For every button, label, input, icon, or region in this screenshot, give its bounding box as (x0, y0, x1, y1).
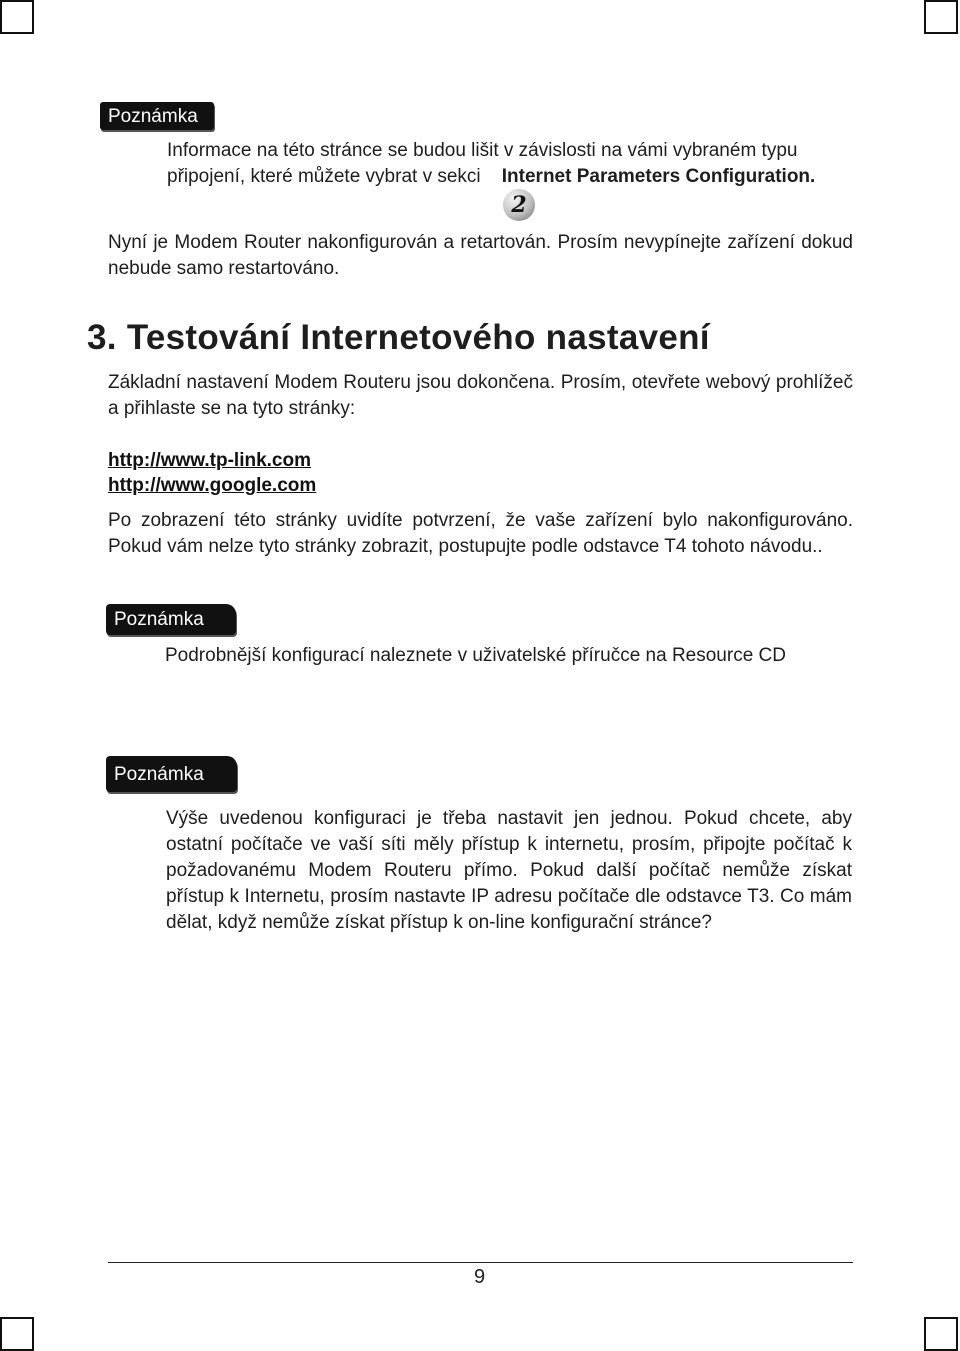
crop-mark-top-right (924, 0, 958, 34)
note-text-line: Informace na této stránce se budou lišit v závislosti na vámi vybraném typu (167, 140, 798, 161)
note-text-bold: Internet Parameters Configuration. (501, 166, 816, 187)
note-text: Podrobnější konfigurací naleznete v uživatelské příručce na Resource CD (165, 645, 786, 666)
link-google[interactable]: http://www.google.com (108, 475, 317, 496)
note-badge: Poznámka (106, 604, 236, 635)
crop-mark-bottom-right (924, 1317, 958, 1351)
crop-mark-top-left (0, 0, 34, 34)
crop-mark-bottom-left (0, 1317, 34, 1351)
page-number: 9 (474, 1266, 486, 1288)
intro-paragraph: Základní nastavení Modem Routeru jsou dokončena. Prosím, otevřete webový prohlížeč a přihlaste se na tyto stránky: (108, 372, 853, 419)
footer-rule (108, 1262, 853, 1263)
section-heading: 3. Testování Internetového nastavení (87, 318, 710, 357)
result-paragraph: Po zobrazení této stránky uvidíte potvrzení, že vaše zařízení bylo nakonfigurováno. Pokud vám nelze tyto stránky zobrazit, postupujte podle odstavce T4 tohoto návodu.. (108, 510, 853, 557)
restart-paragraph: Nyní je Modem Router nakonfigurován a retartován. Prosím nevypínejte zařízení dokud nebude samo restartováno. (108, 232, 853, 279)
note-badge: Poznámka (106, 756, 237, 792)
link-tp-link[interactable]: http://www.tp-link.com (108, 450, 311, 471)
step-number-icon: 2 (503, 189, 535, 221)
note-badge: Poznámka (100, 102, 214, 130)
note-text-prefix: připojení, které můžete vybrat v sekci (167, 166, 481, 187)
note-text: Výše uvedenou konfiguraci je třeba nastavit jen jednou. Pokud chcete, aby ostatní počítače ve vaší síti měly přístup k internetu, prosím, připojte počítač k požadovanému Modem Routeru přímo. Pokud další počítač nemůže získat přístup k Internetu, prosím nastavte IP adresu počítače dle odstavce T3. Co mám dělat, když nemůže získat přístup k on-line konfigurační stránce? (166, 808, 852, 933)
note-text (167, 138, 867, 190)
note-text-line (167, 164, 867, 190)
